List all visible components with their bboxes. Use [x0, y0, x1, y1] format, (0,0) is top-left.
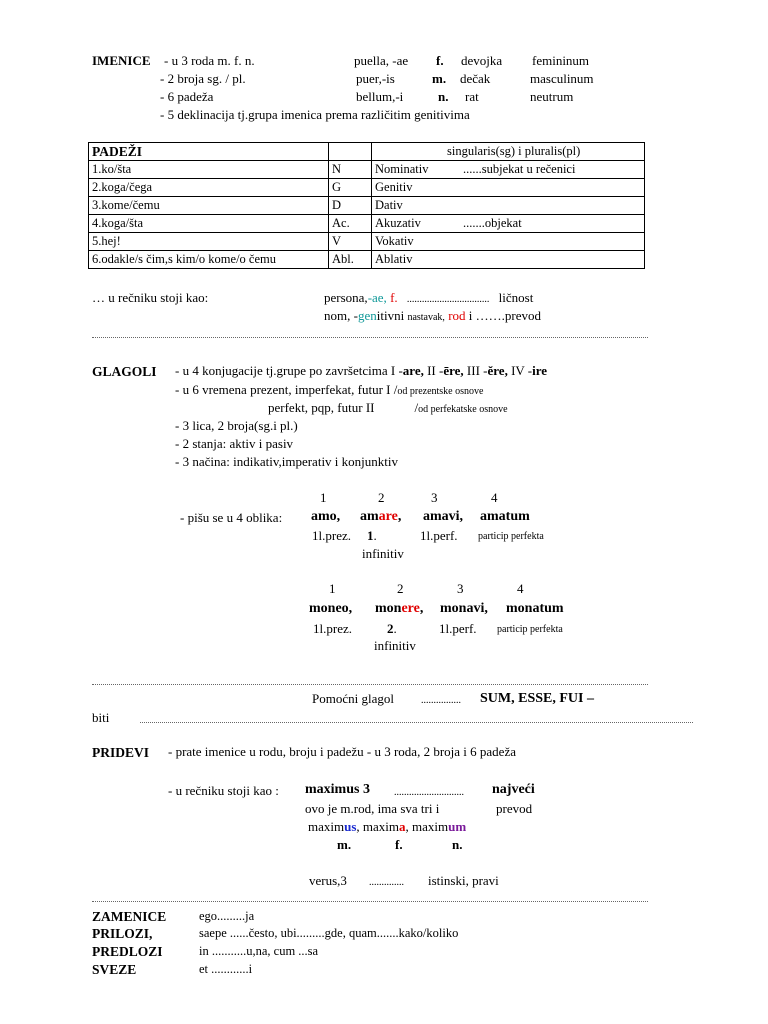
- form-number: 1: [329, 581, 336, 596]
- table-cell: 5.hej!: [89, 233, 329, 251]
- text: perfekt, pqp, futur II: [268, 400, 375, 415]
- ending: are: [378, 509, 398, 524]
- ending-are: are,: [402, 363, 424, 378]
- gender-label: n.: [452, 837, 463, 852]
- case-note: .......objekat: [463, 216, 522, 230]
- genitive-ending: -ae,: [367, 290, 387, 305]
- form-label: 1l.perf.: [420, 528, 458, 543]
- glagoli-line-5: - 2 stanja: aktiv i pasiv: [175, 436, 294, 451]
- legend-nastavak: nastavak,: [407, 312, 445, 323]
- pridevi-line-1: - prate imenice u rodu, broju i padežu - u 3 roda, 2 broja i 6 padeža: [168, 744, 516, 759]
- verus-dots: ..............: [369, 877, 404, 888]
- example-latin: neutrum: [530, 89, 574, 104]
- persona-word: persona,: [324, 290, 368, 305]
- table-row: [89, 251, 645, 269]
- case-name: Akuzativ: [375, 216, 421, 230]
- table-cell: N: [329, 161, 372, 179]
- text: II -: [427, 363, 444, 378]
- verb-form-infinitive: [360, 509, 401, 525]
- form-number: 4: [517, 581, 524, 596]
- table-cell: [372, 197, 645, 215]
- text: - u 4 konjugacije tj.grupe po završetcima I -: [175, 363, 403, 378]
- zamenice-text: ego.........ja: [199, 909, 255, 923]
- form-number: 2: [397, 581, 404, 596]
- glagoli-line-3: [268, 401, 508, 416]
- ending-feminine: a: [399, 819, 406, 834]
- verb-form: monatum: [506, 601, 564, 616]
- table-row: [89, 215, 645, 233]
- glagoli-line-2: [175, 383, 483, 398]
- example-latin: masculinum: [530, 71, 594, 86]
- verb-form: amo,: [311, 509, 341, 524]
- zamenice-label: ZAMENICE: [92, 909, 167, 924]
- form-label: [367, 529, 377, 544]
- form-label: particip perfekta: [478, 531, 544, 542]
- example-translation: dečak: [460, 71, 491, 86]
- prilozi-label: PRILOZI,: [92, 926, 153, 941]
- legend-rod: rod: [448, 308, 466, 323]
- table-cell: [372, 179, 645, 197]
- pridevi-title: PRIDEVI: [92, 745, 150, 760]
- form-number: 3: [457, 581, 464, 596]
- istinski: istinski, pravi: [428, 873, 499, 888]
- form-label: 1l.prez.: [313, 621, 352, 636]
- table-cell: 3.kome/čemu: [89, 197, 329, 215]
- case-name: Nominativ: [375, 162, 429, 176]
- table-row: [89, 197, 645, 215]
- table-cell: Abl.: [329, 251, 372, 269]
- translation: ličnost: [498, 290, 534, 305]
- example-word: puella, -ae: [354, 53, 409, 68]
- pomocni-value: SUM, ESSE, FUI –: [480, 691, 594, 706]
- verb-form: amavi,: [423, 509, 464, 524]
- glagoli-line-6: - 3 načina: indikativ,imperativ i konjunktiv: [175, 454, 398, 469]
- table-cell: 6.odakle/s čim,s kim/o kome/o čemu: [89, 251, 329, 269]
- divider: [92, 901, 648, 902]
- case-note: ......subjekat u rečenici: [463, 162, 576, 176]
- recnik-legend: [324, 309, 541, 324]
- legend-nom: nom, -: [324, 308, 358, 323]
- table-header-row: [89, 143, 645, 161]
- sveze-label: SVEZE: [92, 962, 137, 977]
- example-word: puer,-is: [356, 71, 395, 86]
- gender-label: f.: [395, 837, 403, 852]
- gender-label: m.: [337, 837, 352, 852]
- example-gender: n.: [438, 89, 449, 104]
- table-row: [89, 161, 645, 179]
- case-name: Ablativ: [375, 252, 413, 266]
- glagoli-line-1: [175, 364, 547, 379]
- infinitiv-label: infinitiv: [362, 546, 404, 561]
- infinitiv-label: infinitiv: [374, 638, 416, 653]
- divider: [140, 722, 693, 723]
- form-label: 1l.perf.: [439, 621, 477, 636]
- verb-form: monavi,: [440, 601, 488, 616]
- pisu-label: - pišu se u 4 oblika:: [180, 510, 283, 525]
- dot: .: [393, 621, 397, 636]
- pridevi-u-recniku: - u rečniku stoji kao :: [168, 783, 279, 798]
- form-number: 2: [378, 490, 385, 505]
- pridevi-forms: [308, 820, 466, 835]
- pridevi-maximus: maximus 3: [305, 782, 370, 797]
- predlozi-text: in ...........u,na, cum ...sa: [199, 944, 319, 958]
- stem: maxim: [308, 819, 345, 834]
- table-cell: Ac.: [329, 215, 372, 233]
- legend-gen: gen: [357, 308, 377, 323]
- comma: ,: [419, 601, 424, 616]
- divider: [92, 684, 648, 685]
- text: - u 6 vremena prezent, imperfekat, futur I /: [175, 382, 398, 397]
- case-name: Dativ: [375, 198, 403, 212]
- recnik-label: … u rečniku stoji kao:: [92, 290, 209, 305]
- table-cell: 1.ko/šta: [89, 161, 329, 179]
- example-latin: femininum: [532, 53, 590, 68]
- table-row: [89, 179, 645, 197]
- note: od perfekatske osnove: [418, 404, 508, 415]
- glagoli-line-4: - 3 lica, 2 broja(sg.i pl.): [175, 418, 298, 433]
- conj-number: 1: [367, 528, 374, 543]
- case-name: Genitiv: [375, 180, 413, 194]
- table-header-cell: [329, 143, 372, 161]
- text: III -: [466, 363, 488, 378]
- example-word: bellum,-i: [356, 89, 404, 104]
- dot: .: [373, 528, 377, 543]
- pridevi-ovo: ovo je m.rod, ima sva tri i: [305, 801, 440, 816]
- legend-prevod: …….prevod: [475, 308, 542, 323]
- pridevi-prevod: prevod: [496, 801, 533, 816]
- recnik-example: [324, 291, 533, 306]
- table-header-cell: singularis(sg) i pluralis(pl): [372, 143, 645, 161]
- form-label: [387, 622, 397, 637]
- imenice-line-1: - u 3 roda m. f. n.: [164, 53, 255, 68]
- form-number: 4: [491, 490, 498, 505]
- ending-neuter: um: [448, 819, 467, 834]
- table-cell: D: [329, 197, 372, 215]
- verb-form: moneo,: [309, 601, 353, 616]
- table-cell: V: [329, 233, 372, 251]
- table-cell: 4.koga/šta: [89, 215, 329, 233]
- stem: am: [360, 509, 379, 524]
- pomocni-label: Pomoćni glagol: [312, 691, 394, 706]
- comma: ,: [397, 509, 402, 524]
- example-translation: rat: [465, 89, 479, 104]
- stem: mon: [375, 601, 402, 616]
- table-cell: 2.koga/čega: [89, 179, 329, 197]
- table-cell: [372, 215, 645, 233]
- form-label: 1l.prez.: [312, 528, 351, 543]
- table-row: [89, 233, 645, 251]
- example-gender: f.: [436, 53, 444, 68]
- legend-itivni: itivni: [376, 308, 405, 323]
- ending-masculine: us: [344, 819, 357, 834]
- pridevi-dots: ............................: [394, 787, 464, 798]
- verb-form-infinitive: [375, 601, 423, 617]
- table-cell: G: [329, 179, 372, 197]
- imenice-title: IMENICE: [92, 53, 151, 68]
- ending: ere: [401, 601, 420, 616]
- padezi-table: [88, 142, 645, 269]
- imenice-line-2: - 2 broja sg. / pl.: [160, 71, 246, 86]
- prilozi-text: saepe ......često, ubi.........gde, quam.......kako/koliko: [199, 926, 459, 940]
- imenice-line-4: - 5 deklinacija tj.grupa imenica prema različitim genitivima: [160, 107, 470, 122]
- glagoli-title: GLAGOLI: [92, 364, 157, 379]
- table-cell: [372, 251, 645, 269]
- table-cell: [372, 233, 645, 251]
- example-gender: m.: [432, 71, 447, 86]
- table-cell: [372, 161, 645, 179]
- form-number: 3: [431, 490, 438, 505]
- stem: , maxim: [405, 819, 449, 834]
- verb-form: amatum: [480, 509, 530, 524]
- example-translation: devojka: [461, 53, 503, 68]
- case-name: Vokativ: [375, 234, 414, 248]
- verus: verus,3: [309, 873, 347, 888]
- stem: , maxim: [356, 819, 400, 834]
- dots: .................................: [406, 294, 490, 305]
- ending-ire: ire: [532, 363, 548, 378]
- pomocni-dots: ................: [421, 695, 461, 706]
- imenice-line-3: - 6 padeža: [160, 89, 214, 104]
- slash: /: [414, 400, 419, 415]
- sveze-text: et ............i: [199, 962, 253, 976]
- table-header-cell: PADEŽI: [89, 143, 329, 161]
- gender-marker: f.: [390, 290, 398, 305]
- legend-i: i: [468, 308, 473, 323]
- text: IV -: [511, 363, 533, 378]
- pridevi-najveci: najveći: [492, 782, 535, 797]
- predlozi-label: PREDLOZI: [92, 944, 163, 959]
- ending-ere-short: ĕre,: [487, 363, 508, 378]
- form-number: 1: [320, 490, 327, 505]
- biti: biti: [92, 710, 110, 725]
- ending-ere-long: ēre,: [443, 363, 464, 378]
- note: od prezentske osnove: [397, 386, 484, 397]
- form-label: particip perfekta: [497, 624, 563, 635]
- divider: [92, 337, 648, 338]
- conj-number: 2: [387, 621, 394, 636]
